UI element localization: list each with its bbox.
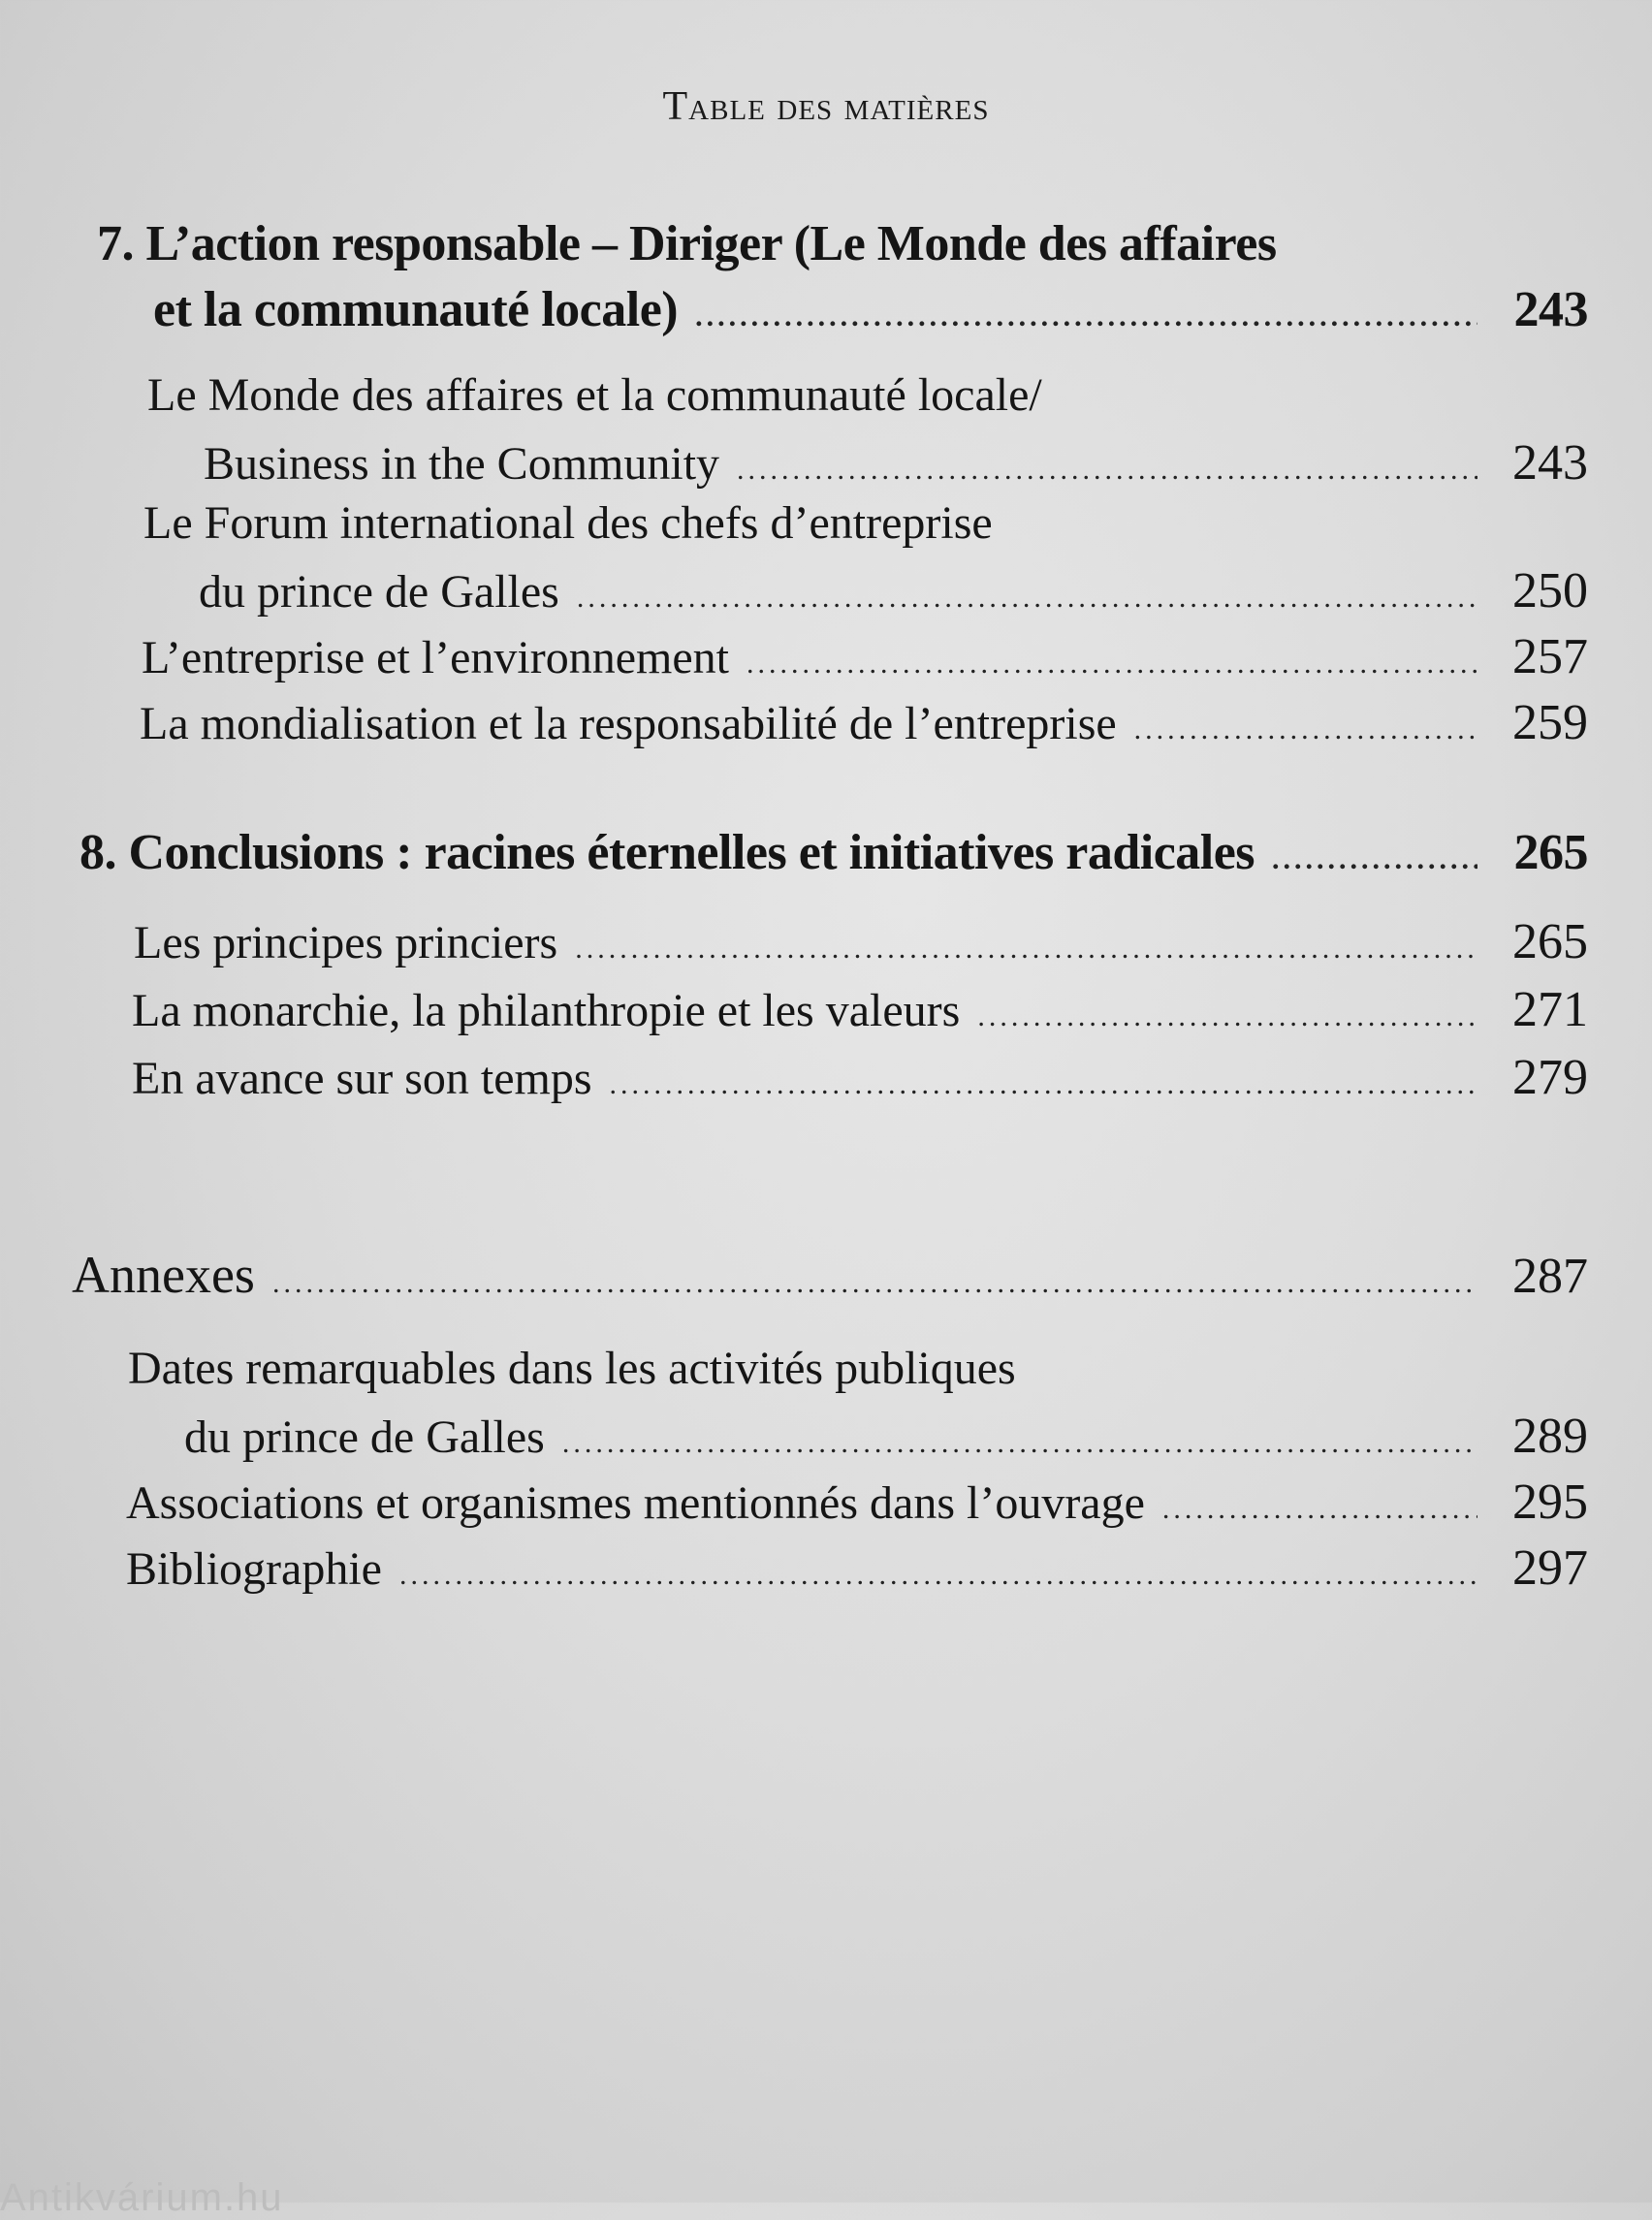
toc-entry-line2: du prince de Galles — [199, 566, 559, 618]
dot-leader — [1272, 843, 1477, 876]
dot-leader — [1134, 714, 1477, 746]
toc-entry[interactable] — [184, 1408, 1588, 1465]
toc-entry[interactable] — [140, 694, 1588, 751]
dot-leader — [695, 301, 1477, 333]
chapter-8-entry[interactable] — [79, 824, 1588, 881]
annexes-entry[interactable] — [72, 1245, 1588, 1305]
toc-entry-page: 243 — [1512, 435, 1588, 491]
chapter-8-title: 8. Conclusions : racines éternelles et initiatives radicales — [79, 825, 1255, 880]
toc-entry[interactable] — [126, 1539, 1588, 1597]
toc-entry-line1: En avance sur son temps — [132, 1053, 592, 1104]
toc-entry-line1: Les principes princiers — [134, 917, 558, 968]
toc-entry-page: 259 — [1512, 695, 1588, 750]
toc-entry-page: 271 — [1512, 982, 1588, 1037]
toc-entry-line1: Le Monde des affaires et la communauté locale/ — [147, 369, 1042, 421]
toc-entry-line1: Dates remarquables dans les activités publiques — [128, 1343, 1016, 1394]
toc-entry[interactable] — [126, 1474, 1588, 1531]
dot-leader — [399, 1559, 1477, 1592]
toc-entry[interactable] — [132, 1049, 1588, 1106]
toc-entry[interactable] — [132, 981, 1588, 1038]
toc-entry-page: 279 — [1512, 1050, 1588, 1105]
toc-entry-line1: Associations et organismes mentionnés dans l’ouvrage — [126, 1477, 1145, 1529]
toc-entry-line2: du prince de Galles — [184, 1411, 545, 1463]
toc-entry-line1: Bibliographie — [126, 1543, 382, 1595]
dot-leader — [747, 648, 1477, 681]
toc-entry-line1: La monarchie, la philanthropie et les valeurs — [132, 985, 961, 1036]
dot-leader — [737, 454, 1477, 487]
dot-leader — [577, 582, 1477, 615]
dot-leader — [610, 1068, 1477, 1101]
toc-entry-line1: L’entreprise et l’environnement — [142, 632, 729, 683]
toc-entry-line2: Business in the Community — [204, 438, 720, 490]
toc-entry-page: 295 — [1512, 1475, 1588, 1530]
dot-leader — [562, 1427, 1477, 1460]
dot-leader — [575, 933, 1477, 966]
toc-entry[interactable] — [142, 628, 1588, 685]
toc-entry-line1: Le Forum international des chefs d’entreprise — [143, 497, 993, 549]
toc-entry-page: 265 — [1512, 914, 1588, 969]
chapter-7-entry[interactable] — [153, 281, 1588, 338]
toc-entry-page: 289 — [1512, 1409, 1588, 1464]
toc-entry-page: 297 — [1512, 1540, 1588, 1596]
annexes-title: Annexes — [72, 1246, 255, 1304]
toc-entry-page: 250 — [1512, 563, 1588, 618]
toc-entry[interactable] — [204, 434, 1588, 492]
watermark: Antikvárium.hu — [0, 2176, 284, 2219]
toc-entry-page: 257 — [1512, 629, 1588, 684]
annexes-page: 287 — [1512, 1249, 1588, 1304]
chapter-7-page: 243 — [1513, 282, 1588, 337]
toc-entry[interactable] — [134, 913, 1588, 970]
dot-leader — [272, 1267, 1477, 1300]
toc-entry-line1: La mondialisation et la responsabilité de l’entreprise — [140, 698, 1117, 749]
chapter-7-title-line2: et la communauté locale) — [153, 282, 679, 337]
dot-leader — [977, 1000, 1477, 1033]
running-head: Table des matières — [662, 84, 990, 129]
dot-leader — [1162, 1493, 1477, 1526]
toc-entry[interactable] — [199, 562, 1588, 619]
chapter-7-title-line1: 7. L’action responsable – Diriger (Le Monde des affaires — [97, 216, 1277, 271]
chapter-8-page: 265 — [1513, 825, 1588, 880]
